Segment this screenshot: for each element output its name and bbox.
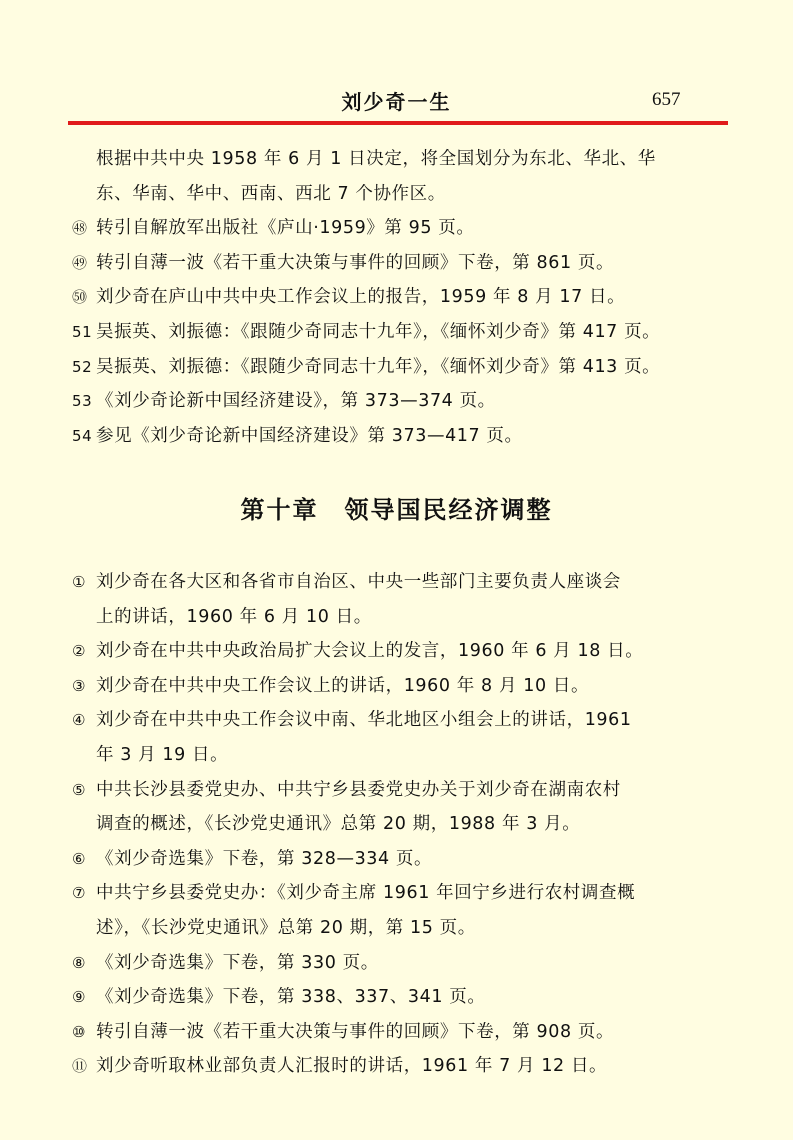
endnote-item (72, 876, 732, 911)
endnote-marker: ③ (72, 676, 87, 695)
endnote-item (72, 1049, 732, 1084)
endnote-item (72, 703, 732, 738)
endnote-text: 《刘少奇选集》下卷，第 328—334 页。 (96, 848, 433, 869)
endnote-item (72, 634, 732, 669)
endnote-item (72, 315, 732, 350)
endnote-marker: ① (72, 573, 87, 591)
endnote-text: 刘少奇在中共中央政治局扩大会议上的发言，1960 年 6 月 18 日。 (96, 641, 644, 662)
endnote-item (72, 211, 732, 246)
endnote-marker: ㊾ (72, 253, 88, 272)
endnote-text: 刘少奇在庐山中共中央工作会议上的报告，1959 年 8 月 17 日。 (96, 287, 626, 308)
endnote-marker: ⑪ (72, 1057, 88, 1076)
endnote-marker: ④ (72, 711, 87, 730)
endnotes-chapter-ten (72, 565, 732, 1084)
endnote-marker: ⑦ (72, 884, 87, 903)
endnote-item (72, 842, 732, 877)
endnote-item (72, 773, 732, 808)
endnote-text: 转引自薄一波《若干重大决策与事件的回顾》下卷，第 861 页。 (96, 252, 615, 273)
endnote-marker: ⑥ (72, 849, 87, 868)
endnote-text: 刘少奇听取林业部负责人汇报时的讲话，1961 年 7 月 12 日。 (96, 1056, 608, 1077)
chapter-heading: 第十章 领导国民经济调整 (240, 496, 553, 524)
running-header-title: 刘少奇一生 (341, 90, 452, 114)
endnote-continuation: 调查的概述，《长沙党史通讯》总第 20 期，1988 年 3 月。 (96, 814, 581, 835)
endnote-item (72, 280, 732, 315)
header-rule (68, 121, 728, 125)
endnote-marker: 51 (72, 322, 93, 341)
endnote-item (72, 565, 732, 600)
endnote-item (72, 246, 732, 281)
endnote-text: 刘少奇在各大区和各省市自治区、中央一些部门主要负责人座谈会 (96, 572, 621, 592)
endnote-text: 刘少奇在中共中央工作会议上的讲话，1960 年 8 月 10 日。 (96, 675, 590, 696)
endnote-continuation: 东、华南、华中、西南、西北 7 个协作区。 (96, 183, 446, 204)
endnote-marker: ⑧ (72, 953, 87, 972)
endnote-text: 转引自解放军出版社《庐山·1959》第 95 页。 (96, 218, 475, 239)
page-number: 657 (652, 89, 681, 110)
endnote-item (72, 669, 732, 704)
endnote-item (72, 350, 732, 385)
endnotes-previous-chapter (72, 142, 732, 453)
endnote-marker: ⑨ (72, 988, 87, 1007)
endnote-marker: ② (72, 642, 87, 661)
endnote-text: 刘少奇在中共中央工作会议中南、华北地区小组会上的讲话，1961 (96, 710, 632, 731)
endnote-text: 吴振英、刘振德：《跟随少奇同志十九年》，《缅怀刘少奇》第 413 页。 (96, 356, 661, 377)
endnote-text: 《刘少奇选集》下卷，第 330 页。 (96, 952, 379, 973)
endnote-marker: 53 (72, 392, 93, 411)
endnote-item (72, 419, 732, 454)
endnote-marker: 54 (72, 426, 93, 445)
endnote-item (72, 980, 732, 1015)
endnote-continuation: 年 3 月 19 日。 (96, 744, 229, 765)
endnote-marker: 52 (72, 357, 93, 376)
endnote-text: 《刘少奇论新中国经济建设》，第 373—374 页。 (96, 391, 496, 412)
endnote-text: 根据中共中央 1958 年 6 月 1 日决定，将全国划分为东北、华北、华 (96, 149, 656, 169)
endnote-text: 吴振英、刘振德：《跟随少奇同志十九年》，《缅怀刘少奇》第 417 页。 (96, 321, 661, 342)
endnote-text: 转引自薄一波《若干重大决策与事件的回顾》下卷，第 908 页。 (96, 1021, 615, 1042)
endnote-text: 参见《刘少奇论新中国经济建设》第 373—417 页。 (96, 425, 523, 446)
endnote-marker: ㊿ (72, 288, 88, 307)
endnote-marker: ㊽ (72, 219, 88, 238)
endnote-continuation: 述》，《长沙党史通讯》总第 20 期，第 15 页。 (96, 917, 476, 938)
endnote-continuation: 上的讲话，1960 年 6 月 10 日。 (96, 606, 372, 627)
endnote-marker: ⑤ (72, 780, 87, 799)
endnote-text: 《刘少奇选集》下卷，第 338、337、341 页。 (96, 987, 486, 1008)
endnote-marker: ⑩ (72, 1022, 87, 1041)
endnote-item (72, 384, 732, 419)
endnote-item (72, 946, 732, 981)
endnote-text: 中共宁乡县委党史办：《刘少奇主席 1961 年回宁乡进行农村调查概 (96, 883, 636, 904)
endnote-item (72, 1015, 732, 1050)
endnote-item (72, 142, 732, 177)
endnote-text: 中共长沙县委党史办、中共宁乡县委党史办关于刘少奇在湖南农村 (96, 779, 621, 800)
